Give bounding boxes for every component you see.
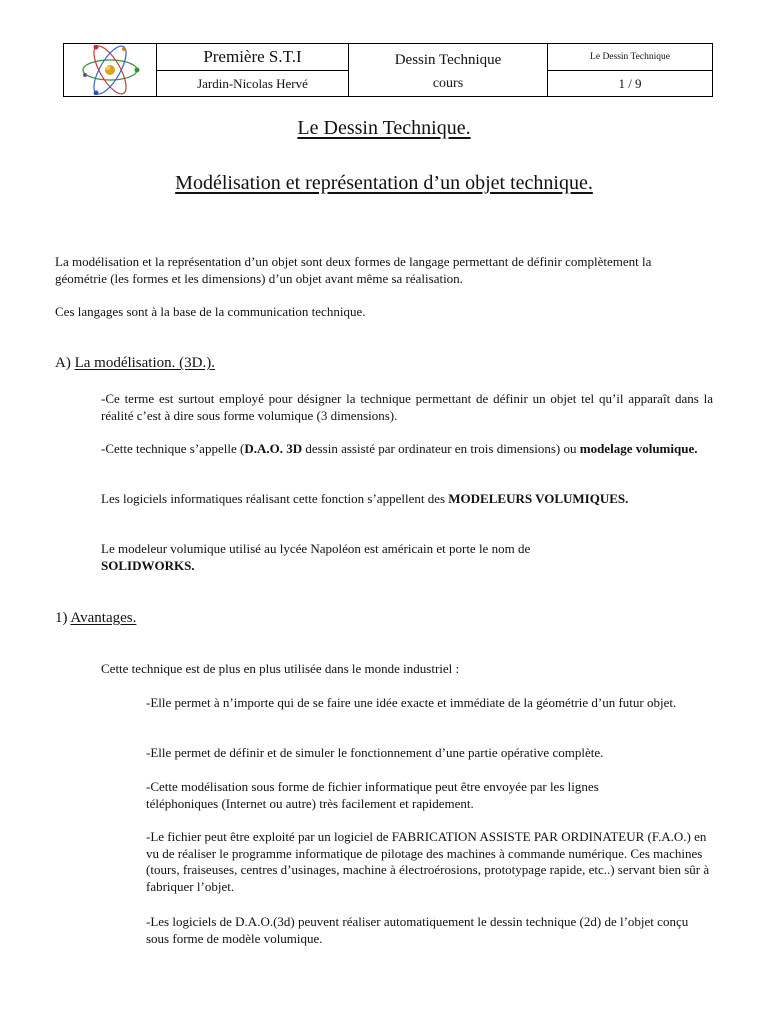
section-a-title: La modélisation. (3D.).	[74, 355, 215, 371]
section-1-title: Avantages.	[70, 610, 137, 626]
p3-text: Les logiciels informatiques réalisant cette fonction s’appellent des	[101, 491, 449, 506]
p2-text-a: -Cette technique s’appelle (	[101, 441, 245, 456]
section-a-paragraph-4	[101, 541, 621, 574]
page-number: 1 / 9	[618, 75, 642, 91]
course-type: cours	[349, 71, 548, 96]
p2-modelage: modelage volumique.	[579, 441, 698, 456]
subject-title: Dessin Technique	[349, 44, 548, 71]
document-header	[63, 43, 713, 97]
section-a-paragraph-1: -Ce terme est surtout employé pour désigner la technique permettant de définir un objet tel qu’il apparaît dans la réalité c’est à dire sous forme volumique (3 dimensions).	[101, 391, 713, 423]
page-subtitle: Modélisation et représentation d’un objet technique.	[175, 172, 593, 194]
advantage-item: -Elle permet de définir et de simuler le fonctionnement d’une partie opérative complète.	[146, 745, 604, 760]
advantage-item: -Cette modélisation sous forme de fichier informatique peut être envoyée par les lignes téléphoniques (Internet ou autre) très facilement et rapidement.	[146, 779, 599, 811]
p2-dao-3d: D.A.O. 3D	[244, 441, 303, 456]
section-1-heading	[55, 610, 136, 627]
section-a-prefix: A)	[55, 355, 75, 371]
p4-solidworks: SOLIDWORKS.	[101, 557, 195, 573]
intro-paragraph-1: La modélisation et la représentation d’un objet sont deux formes de langage permettant de définir complètement la géométrie (les formes et les dimensions) d’un objet avant même sa réalisation.	[55, 254, 652, 286]
p4-text: Le modeleur volumique utilisé au lycée Napoléon est américain et porte le nom de	[101, 541, 531, 556]
advantages-intro: Cette technique est de plus en plus utilisée dans le monde industriel :	[101, 661, 460, 676]
page-title: Le Dessin Technique.	[297, 117, 471, 139]
section-a-paragraph-3	[101, 491, 636, 508]
intro-paragraph-2: Ces langages sont à la base de la communication technique.	[55, 304, 366, 319]
advantage-item: -Le fichier peut être exploité par un logiciel de FABRICATION ASSISTE PAR ORDINATEUR (F.A.O.) en vu de réaliser le programme informatique de pilotage des machines à commande numérique. Ces machines (tours, fraiseuses, centres d’usinages, machine à électroérosions, prototypage rapide, etc..) servant bien sûr à fabriquer l’objet.	[146, 829, 710, 894]
advantage-item: -Elle permet à n’importe qui de se faire une idée exacte et immédiate de la géométrie d’un futur objet.	[146, 695, 677, 710]
class-name: Première S.T.I	[157, 44, 349, 71]
atom-logo	[64, 44, 157, 96]
p3-modeleurs: MODELEURS VOLUMIQUES.	[448, 491, 629, 506]
author-name: Jardin-Nicolas Hervé	[157, 71, 349, 96]
section-1-prefix: 1)	[55, 610, 71, 626]
section-a-heading	[55, 355, 215, 372]
atom-icon	[75, 45, 145, 95]
p2-text-c: dessin assisté par ordinateur en trois dimensions) ou	[302, 441, 580, 456]
document-name: Le Dessin Technique	[548, 44, 712, 71]
section-a-paragraph-2	[101, 441, 713, 458]
advantage-item: -Les logiciels de D.A.O.(3d) peuvent réaliser automatiquement le dessin technique (2d) de l’objet conçu sous forme de modèle volumique.	[146, 914, 689, 946]
